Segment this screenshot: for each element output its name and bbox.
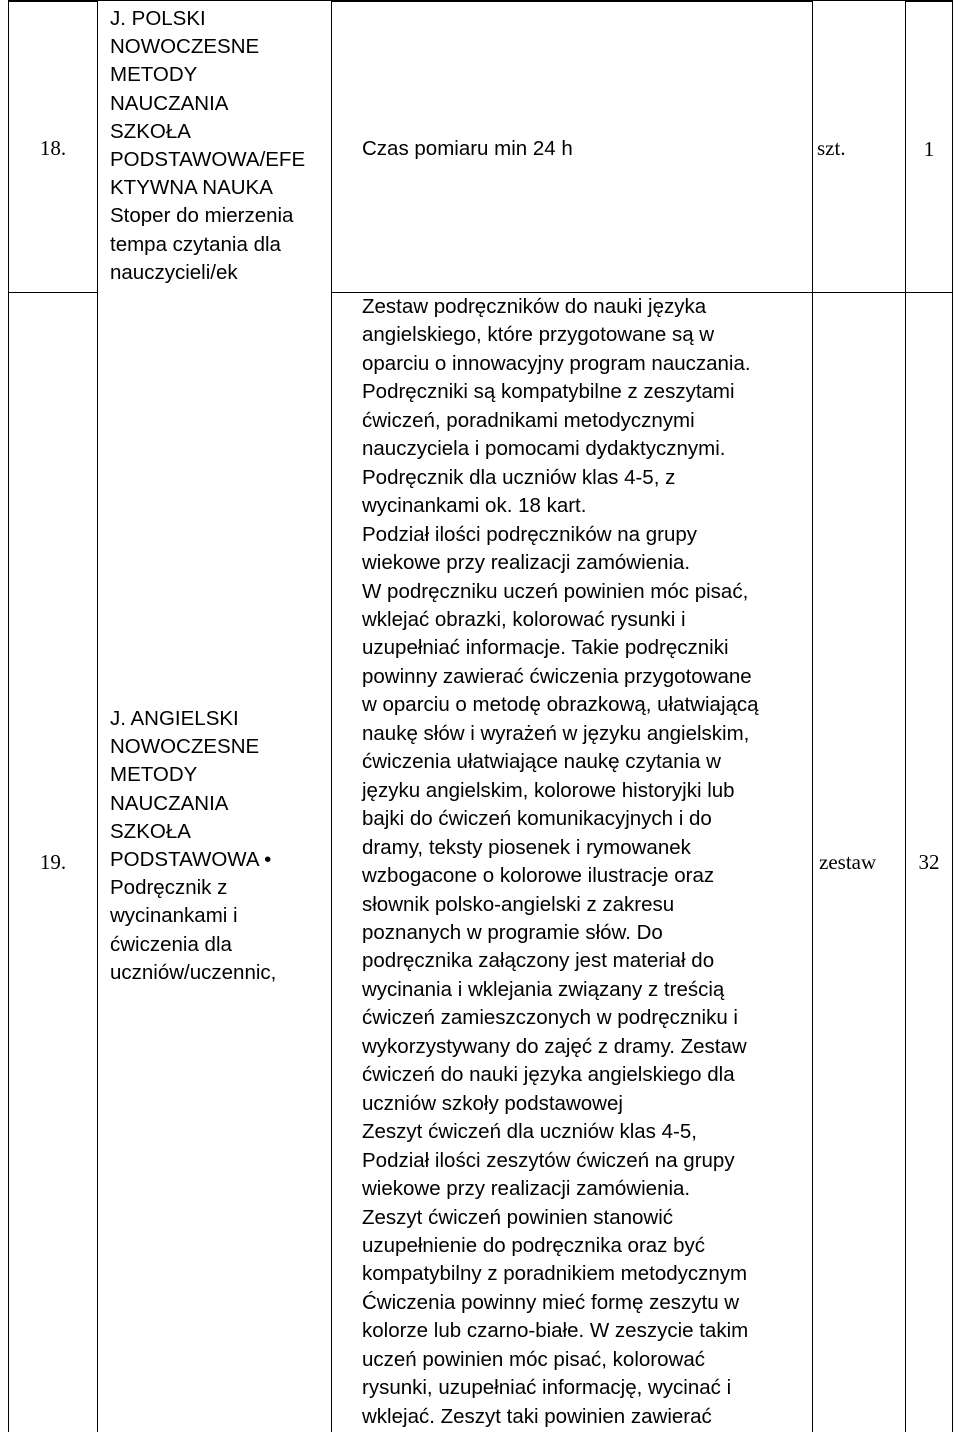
item-description: Zestaw podręczników do nauki języka angielskiego, które przygotowane są w oparciu o innowacyjny program nauczania. Podręczniki są kompatybilne z zeszytami ćwiczeń, poradnikami metodycznymi nauczyciela i pomocami dydaktycznymi. Podręcznik dla uczniów klas 4-5, z wycinankami ok. 18 kart. Podział ilości podręczników na grupy wiekowe przy realizacji zamówienia. W podręczniku uczeń powinien móc pisać, wklejać obrazki, kolorować rysunki i uzupełniać informacje. Takie podręczniki powinny zawierać ćwiczenia przygotowane w oparciu o metodę obrazkową, ułatwiającą naukę słów i wyrażeń w języku angielskim, ćwiczenia ułatwiające naukę czytania w języku angielskim, kolorowe historyjki lub bajki do ćwiczeń komunikacyjnych i do dramy, teksty piosenek i rymowanek wzbogacone o kolorowe ilustracje oraz słownik polsko-angielski z zakresu poznanych w programie słów. Do podręcznika załączony jest materiał do wycinania i wklejania związany z treścią ćwiczeń zamieszczonych w podręczniku i wykorzystywany do zajęć z dramy. Zestaw ćwiczeń do nauki języka angielskiego dla uczniów szkoły podstawowej Zeszyt ćwiczeń dla uczniów klas 4-5, Podział ilości zeszytów ćwiczeń na grupy wiekowe przy realizacji zamówienia. Zeszyt ćwiczeń powinien stanowić uzupełnienie do podręcznika oraz być kompatybilny z poradnikiem metodycznym Ćwiczenia powinny mieć formę zeszytu w kolorze lub czarno-białe. W zeszycie takim uczeń powinien móc pisać, kolorować rysunki, uzupełniać informację, wycinać i wklejać. Zeszyt taki powinien zawierać <box>362 295 759 1428</box>
quantity-cell <box>905 292 953 1432</box>
item-description: Czas pomiaru min 24 h <box>362 137 573 160</box>
quantity: 1 <box>923 137 935 161</box>
row-number-cell <box>8 0 98 292</box>
unit-cell <box>813 292 905 1432</box>
item-name: J. ANGIELSKI NOWOCZESNE METODY NAUCZANIA SZKOŁA PODSTAWOWA • Podręcznik z wycinankami i ćwiczenia dla uczniów/uczennic, <box>110 707 277 984</box>
row-number-cell <box>8 292 98 1432</box>
unit: szt. <box>817 136 846 160</box>
table-row <box>0 0 960 292</box>
quantity: 32 <box>918 850 940 874</box>
item-name-cell <box>98 0 331 292</box>
table-row <box>0 292 960 1432</box>
unit: zestaw <box>819 850 877 874</box>
item-description-cell <box>331 0 813 292</box>
row-number: 19. <box>39 850 67 874</box>
row-number: 18. <box>39 136 67 160</box>
quantity-cell <box>905 0 953 292</box>
item-name-cell <box>98 292 331 1432</box>
item-description-cell <box>331 292 813 1432</box>
unit-cell <box>813 0 905 292</box>
item-name: J. POLSKI NOWOCZESNE METODY NAUCZANIA SZKOŁA PODSTAWOWA/EFE KTYWNA NAUKA Stoper do mierzenia tempa czytania dla nauczycieli/ek <box>110 7 306 284</box>
